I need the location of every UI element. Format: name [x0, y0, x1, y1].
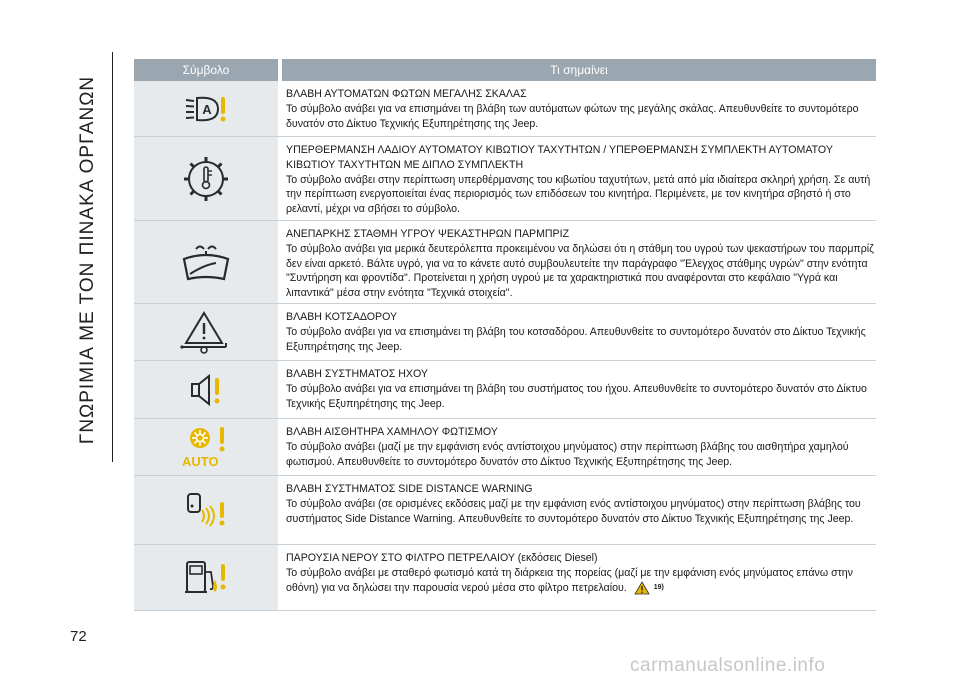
row-title: ΒΛΑΒΗ ΣΥΣΤΗΜΑΤΟΣ SIDE DISTANCE WARNING — [286, 483, 533, 495]
meaning-cell — [282, 476, 876, 544]
row-text: Το σύμβολο ανάβει (μαζί με την εμφάνιση ενός αντίστοιχου μηνύματος) στην περίπτωση βλάβης του αισθητήρα χαμηλού φωτισμού. Απευθυνθείτε το συντομότερο δυνατόν στο Δίκτυο Τεχνικής Εξυπηρέτησης της Jeep. — [286, 440, 849, 468]
symbol-cell — [134, 81, 278, 136]
row-text: Το σύμβολο ανάβει για να επισημάνει τη βλάβη του κοτσαδόρου. Απευθυνθείτε το συντομότερο δυνατόν στο Δίκτυο Τεχνικής Εξυπηρέτησης της Jeep. — [286, 325, 866, 353]
auto-headlamp-fault-icon — [184, 94, 228, 124]
table-row — [134, 476, 876, 545]
symbol-cell — [134, 304, 278, 360]
table-row — [134, 81, 876, 137]
table-row — [134, 221, 876, 304]
auto-label: AUTO — [182, 454, 219, 469]
auto-light-sensor-fault-icon — [182, 424, 230, 470]
row-title: ΥΠΕΡΘΕΡΜΑΝΣΗ ΛΑΔΙΟΥ ΑΥΤΟΜΑΤΟΥ ΚΙΒΩΤΙΟΥ ΤΑΧΥΤΗΤΩΝ / ΥΠΕΡΘΕΡΜΑΝΣΗ ΣΥΜΠΛΕΚΤΗ ΑΥΤΟΜΑΤΟΥ ΚΙΒΩΤΙΟΥ ΤΑΧΥΤΗΤΩΝ ΜΕ ΔΙΠΛΟ ΣΥΜΠΛΕΚΤΗ — [286, 144, 833, 171]
side-distance-warning-fault-icon — [184, 490, 228, 530]
svg-text:A: A — [202, 101, 212, 117]
table-row — [134, 304, 876, 361]
symbol-cell — [134, 419, 278, 475]
header-symbol: Σύμβολο — [134, 59, 278, 81]
note-reference: 19) — [653, 583, 664, 591]
meaning-cell — [282, 545, 876, 610]
side-divider — [112, 52, 113, 462]
side-section-title-text: ΓΝΩΡΙΜΙΑ ΜΕ ΤΟΝ ΠΙΝΑΚΑ ΟΡΓΑΝΩΝ — [77, 75, 99, 445]
row-title: ΒΛΑΒΗ ΣΥΣΤΗΜΑΤΟΣ ΗΧΟΥ — [286, 368, 428, 380]
meaning-cell — [282, 137, 876, 220]
row-text: Το σύμβολο ανάβει στην περίπτωση υπερθέρμανσης του κιβωτίου ταχυτήτων, μετά από μία ιδιαίτερα σκληρή χρήση. Σε αυτή την περίπτωση ενεργοποιείται ένας περιορισμός των επιδόσεων του κινητήρα. Περιμένετε, με τον κινητήρα σβηστό ή στο ρελαντί, μέχρι να σβήσει το σύμβολο. — [286, 173, 871, 216]
symbol-cell — [134, 361, 278, 418]
table-row — [134, 137, 876, 221]
row-text: Το σύμβολο ανάβει (σε ορισμένες εκδόσεις μαζί με την εμφάνιση ενός αντίστοιχου μηνύματος) στην περίπτωση βλάβης του συστήματος Side Distance Warning. Απευθυνθείτε το συντομότερο δυνατόν στο Δίκτυο Τεχνικής Εξυπηρέτησης της Jeep. — [286, 497, 861, 525]
warning-symbols-table — [134, 59, 876, 611]
side-section-title — [58, 40, 118, 480]
symbol-cell — [134, 137, 278, 220]
symbol-cell — [134, 545, 278, 610]
coolant-overheat-icon — [181, 154, 231, 204]
sound-system-fault-icon — [188, 372, 224, 408]
row-text: Το σύμβολο ανάβει για να επισημάνει τη βλάβη του συστήματος του ήχου. Απευθυνθείτε το συντομότερο δυνατόν στο Δίκτυο Τεχνικής Εξυπηρέτησης της Jeep. — [286, 382, 867, 410]
table-row — [134, 419, 876, 476]
row-title: ΠΑΡΟΥΣΙΑ ΝΕΡΟΥ ΣΤΟ ΦΙΛΤΡΟ ΠΕΤΡΕΛΑΙΟΥ (εκδόσεις Diesel) — [286, 552, 598, 564]
row-title: ΒΛΑΒΗ ΚΟΤΣΑΔΟΡΟΥ — [286, 311, 398, 323]
meaning-cell — [282, 304, 876, 360]
table-header — [134, 59, 876, 81]
row-text: Το σύμβολο ανάβει για να επισημάνει τη βλάβη των αυτόματων φώτων της μεγάλης σκάλας. Απευθυνθείτε το συντομότερο δυνατόν στο Δίκτυο Τεχνικής Εξυπηρέτησης της Jeep. — [286, 102, 859, 130]
row-text: Το σύμβολο ανάβει για μερικά δευτερόλεπτα προκειμένου να δηλώσει ότι η στάθμη του υγρού των ψεκαστήρων του παρμπρίζ δεν είναι αρκετό. Βάλτε υγρό, για να το κάνετε αυτό συμβουλευτείτε την παράγραφο "Έλεγχος στάθμης υγρών" στην ενότητα "Συντήρηση και φροντίδα". Προτείνεται η χρήση υγρού με τα χαρακτηριστικά που αναφέρονται στο κεφάλαιο "Υγρά και λιπαντικά" μέσα στην ενότητα "Τεχνικά στοιχεία". — [286, 242, 874, 300]
meaning-cell — [282, 419, 876, 475]
warning-triangle-icon — [634, 581, 650, 595]
header-meaning: Τι σημαίνει — [282, 59, 876, 81]
table-row — [134, 545, 876, 611]
washer-fluid-low-icon — [180, 241, 232, 283]
meaning-cell — [282, 81, 876, 136]
symbol-cell — [134, 221, 278, 303]
symbol-cell — [134, 476, 278, 544]
meaning-cell — [282, 221, 876, 303]
watermark: carmanualsonline.info — [630, 655, 826, 676]
water-in-diesel-filter-icon — [183, 558, 229, 598]
trailer-fault-icon — [180, 310, 232, 354]
row-title: ΑΝΕΠΑΡΚΗΣ ΣΤΑΘΜΗ ΥΓΡΟΥ ΨΕΚΑΣΤΗΡΩΝ ΠΑΡΜΠΡΙΖ — [286, 228, 570, 240]
row-text: Το σύμβολο ανάβει με σταθερό φωτισμό κατά τη διάρκεια της πορείας (μαζί με την εμφάνιση ενός μηνύματος επάνω στην οθόνη) για να δηλώσει την παρουσία νερού μέσα στο φίλτρο πετρελαίου. — [286, 566, 853, 594]
row-title: ΒΛΑΒΗ ΑΥΤΟΜΑΤΩΝ ΦΩΤΩΝ ΜΕΓΑΛΗΣ ΣΚΑΛΑΣ — [286, 88, 527, 100]
meaning-cell — [282, 361, 876, 418]
page-number: 72 — [70, 628, 87, 645]
row-title: ΒΛΑΒΗ ΑΙΣΘΗΤΗΡΑ ΧΑΜΗΛΟΥ ΦΩΤΙΣΜΟΥ — [286, 426, 498, 438]
table-row — [134, 361, 876, 419]
